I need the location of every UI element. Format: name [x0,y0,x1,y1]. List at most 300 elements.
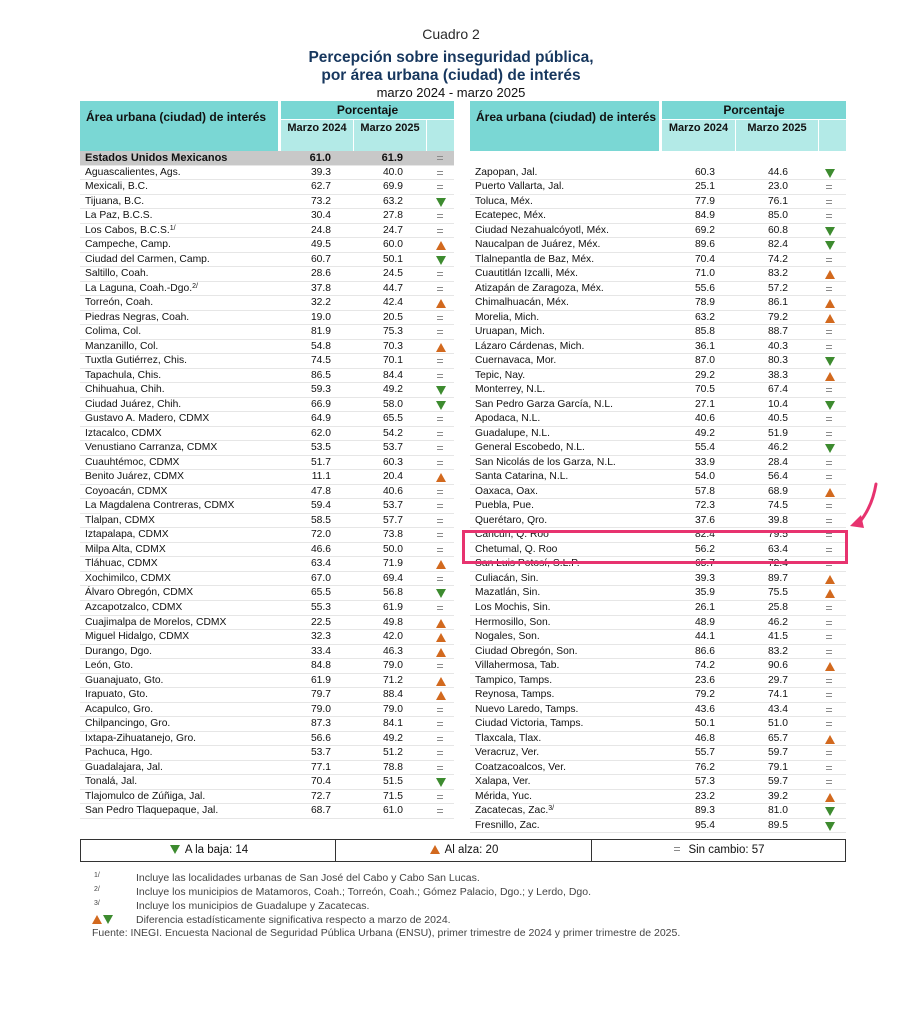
value-2024: 64.9 [310,413,331,425]
value-2025: 20.5 [382,311,403,323]
value-2024: 55.7 [694,747,715,759]
value-2025: 24.5 [382,268,403,280]
equal-icon [823,630,837,644]
value-2025: 74.2 [767,253,788,265]
table-row [80,412,454,427]
table-row [80,499,454,514]
value-2025: 44.7 [382,282,403,294]
value-2025: 49.8 [382,616,403,628]
triangle-up-icon [434,630,448,644]
equal-icon [434,325,448,339]
value-2025: 61.9 [382,601,403,613]
value-2025: 42.0 [382,631,403,643]
value-2024: 23.6 [694,674,715,686]
value-2024: 24.8 [310,224,331,236]
triangle-down-icon [434,586,448,600]
equal-icon [434,224,448,238]
value-2025: 40.5 [767,413,788,425]
table-row [80,688,454,703]
table-row [470,209,846,224]
value-2025: 70.1 [382,355,403,367]
table-row [80,601,454,616]
equal-icon [434,456,448,470]
city-name: General Escobedo, N.L. [475,442,585,454]
city-name: San Luis Potosí, S.L.P. [475,558,580,570]
value-2024: 33.9 [694,456,715,468]
legend-eq [591,840,845,861]
table-row [80,296,454,311]
value-2025: 56.8 [382,587,403,599]
equal-icon [434,659,448,673]
city-name: Mazatlán, Sin. [475,587,541,599]
value-2024: 86.5 [310,369,331,381]
table-row [470,703,846,718]
city-name: Xochimilco, CDMX [85,572,171,584]
city-name: Los Mochis, Sin. [475,601,551,613]
value-2025: 58.0 [382,398,403,410]
value-2024: 76.2 [694,761,715,773]
triangle-up-icon [823,572,837,586]
city-name: Hermosillo, Son. [475,616,551,628]
value-2024: 62.0 [310,427,331,439]
city-name: Azcapotzalco, CDMX [85,601,183,613]
table-title-line1: Percepción sobre inseguridad pública, [308,49,594,66]
equal-icon [434,354,448,368]
value-2025: 89.5 [767,819,788,831]
value-2025: 83.2 [767,645,788,657]
table-row [470,732,846,747]
value-2025: 46.2 [767,616,788,628]
city-name: Tapachula, Chis. [85,369,162,381]
table-header [470,101,846,151]
equal-icon [823,717,837,731]
footnote-text: Incluye los municipios de Matamoros, Coah.; Torreón, Coah.; Gómez Palacio, Dgo.; y Lerdo, Dgo. [136,886,592,898]
table-row [80,441,454,456]
table-row [470,151,846,166]
triangle-up-icon [823,267,837,281]
table-row [80,732,454,747]
table-row [80,514,454,529]
footnote-text: Incluye los municipios de Guadalupe y Zacatecas. [136,900,370,912]
value-2024: 33.4 [310,645,331,657]
city-name: Guadalupe, N.L. [475,427,550,439]
city-name: Toluca, Méx. [475,195,533,207]
value-2025: 57.2 [767,282,788,294]
table-row [470,746,846,761]
city-name: Tuxtla Gutiérrez, Chis. [85,355,188,367]
city-name: León, Gto. [85,660,134,672]
value-2024: 79.0 [310,703,331,715]
equal-icon [434,427,448,441]
legend-up [335,840,592,861]
value-2025: 69.4 [382,572,403,584]
value-2024: 73.2 [310,195,331,207]
table-row [470,311,846,326]
value-2025: 65.5 [382,413,403,425]
equal-icon [823,340,837,354]
footnote-key: 3/ [94,900,100,907]
table-row [470,224,846,239]
pointer-arrow-icon [846,482,880,530]
value-2025: 79.1 [767,761,788,773]
triangle-up-icon [823,790,837,804]
value-2024: 60.7 [310,253,331,265]
value-2025: 51.9 [767,427,788,439]
value-2025: 72.4 [767,558,788,570]
column-header-porcentaje: Porcentaje [281,101,454,119]
value-2025: 20.4 [382,471,403,483]
value-2025: 51.2 [382,747,403,759]
table-period: marzo 2024 - marzo 2025 [376,85,526,100]
city-name: Colima, Col. [85,326,142,338]
equal-icon [823,703,837,717]
triangle-down-icon [434,383,448,397]
city-name: Villahermosa, Tab. [475,660,560,672]
city-name: Acapulco, Gro. [85,703,154,715]
table-row [80,543,454,558]
table-row [470,441,846,456]
value-2024: 66.9 [310,398,331,410]
value-2024: 44.1 [694,631,715,643]
value-2025: 51.5 [382,776,403,788]
value-2025: 61.0 [382,805,403,817]
equal-icon [434,166,448,180]
table-row [470,804,846,819]
equal-icon [434,209,448,223]
value-2025: 56.4 [767,471,788,483]
equal-icon [434,761,448,775]
city-name: Santa Catarina, N.L. [475,471,569,483]
value-2025: 68.9 [767,485,788,497]
equal-icon [434,717,448,731]
table-row [470,572,846,587]
equal-icon [434,282,448,296]
city-name: Pachuca, Hgo. [85,747,153,759]
value-2024: 70.5 [694,384,715,396]
value-2025: 84.1 [382,718,403,730]
city-name: Saltillo, Coah. [85,268,149,280]
value-2024: 74.5 [310,355,331,367]
value-2024: 46.8 [694,732,715,744]
equal-icon [434,543,448,557]
table-row [80,630,454,645]
city-name: Ciudad Obregón, Son. [475,645,578,657]
value-2025: 70.3 [382,340,403,352]
table-row [80,645,454,660]
equal-icon [434,703,448,717]
table-row [80,209,454,224]
table-row [470,659,846,674]
city-name: La Magdalena Contreras, CDMX [85,500,235,512]
source-note: Fuente: INEGI. Encuesta Nacional de Seguridad Pública Urbana (ENSU), primer trimestre de 2024 y primer trimestre de 2025. [92,927,681,939]
value-2024: 57.3 [694,776,715,788]
equal-icon [823,674,837,688]
column-header-indicator [819,120,846,151]
value-2025: 57.7 [382,514,403,526]
value-2025: 76.1 [767,195,788,207]
value-2024: 54.8 [310,340,331,352]
value-2024: 63.2 [694,311,715,323]
city-name: Chilpancingo, Gro. [85,718,171,730]
table-row [470,601,846,616]
table-row [470,586,846,601]
value-2025: 90.6 [767,660,788,672]
city-name: Coatzacoalcos, Ver. [475,761,567,773]
table-row [470,166,846,181]
value-2024: 79.2 [694,689,715,701]
equal-icon [671,844,684,856]
equal-icon [434,485,448,499]
city-name: La Laguna, Coah.-Dgo.$^{2/}$ [85,282,198,294]
table-row [80,354,454,369]
city-name: Atizapán de Zaragoza, Méx. [475,282,604,294]
value-2025: 79.5 [767,529,788,541]
legend-eq-label: Sin cambio: 57 [688,844,765,856]
value-2025: 39.2 [767,790,788,802]
equal-icon [823,470,837,484]
city-name: Morelia, Mich. [475,311,540,323]
city-name: Nuevo Laredo, Tamps. [475,703,579,715]
value-2024: 36.1 [694,340,715,352]
table-row [80,282,454,297]
table-row [80,717,454,732]
city-name: San Pedro Tlaquepaque, Jal. [85,805,219,817]
city-name: Durango, Dgo. [85,645,152,657]
table-row [470,456,846,471]
value-2024: 74.2 [694,660,715,672]
value-2024: 23.2 [694,790,715,802]
table-row [470,775,846,790]
table-header [80,101,454,151]
equal-icon [434,267,448,281]
table-row [80,311,454,326]
value-2024: 72.7 [310,790,331,802]
value-2025: 75.3 [382,326,403,338]
table-row [470,674,846,689]
equal-icon [434,601,448,615]
table-row [470,717,846,732]
table-row [470,325,846,340]
value-2025: 84.4 [382,369,403,381]
value-2024: 61.9 [310,674,331,686]
value-2025: 60.0 [382,239,403,251]
triangle-down-icon [823,804,837,818]
legend-up-label: Al alza: 20 [444,844,499,856]
triangle-up-icon [428,844,441,856]
city-name: Ecatepec, Méx. [475,210,546,222]
value-2024: 95.4 [694,819,715,831]
value-2024: 78.9 [694,297,715,309]
city-name: Veracruz, Ver. [475,747,540,759]
city-name: Tlalnepantla de Baz, Méx. [475,253,595,265]
value-2025: 83.2 [767,268,788,280]
city-name: Tlajomulco de Zúñiga, Jal. [85,790,206,802]
city-name: Tepic, Nay. [475,369,526,381]
value-2024: 19.0 [310,311,331,323]
value-2024: 29.2 [694,369,715,381]
table-row [470,253,846,268]
triangle-up-icon [434,616,448,630]
city-name: Chetumal, Q. Roo [475,543,558,555]
table-left [80,101,454,819]
value-2024: 50.1 [694,718,715,730]
table-row [470,630,846,645]
city-name: Estados Unidos Mexicanos [85,152,228,164]
city-name: Mérida, Yuc. [475,790,533,802]
value-2024: 60.3 [694,166,715,178]
equal-icon [823,325,837,339]
table-row [80,616,454,631]
value-2025: 74.1 [767,689,788,701]
value-2024: 28.6 [310,268,331,280]
value-2024: 39.3 [694,572,715,584]
value-2025: 71.2 [382,674,403,686]
table-row [80,790,454,805]
value-2025: 67.4 [767,384,788,396]
triangle-down-icon [823,819,837,833]
table-row [80,340,454,355]
table-row [80,761,454,776]
triangle-down-icon [434,775,448,789]
triangle-up-icon [823,369,837,383]
triangle-up-icon [434,238,448,252]
equal-icon [434,804,448,818]
table-body [80,151,454,819]
value-2024: 86.6 [694,645,715,657]
city-name: Cancún, Q. Roo [475,529,549,541]
table-title-line2: por área urbana (ciudad) de interés [321,67,581,84]
triangle-up-icon [434,470,448,484]
table-row [80,528,454,543]
value-2025: 27.8 [382,210,403,222]
city-name: Xalapa, Ver. [475,776,531,788]
table-row [470,645,846,660]
equal-icon [434,180,448,194]
footnote-text: Diferencia estadísticamente significativa respecto a marzo de 2024. [136,914,451,926]
city-name: Manzanillo, Col. [85,340,159,352]
city-name: Lázaro Cárdenas, Mich. [475,340,585,352]
city-name: Ciudad del Carmen, Camp. [85,253,210,265]
value-2024: 57.8 [694,485,715,497]
value-2025: 40.0 [382,166,403,178]
column-header-porcentaje: Porcentaje [662,101,846,119]
value-2025: 50.1 [382,253,403,265]
value-2024: 82.4 [694,529,715,541]
value-2025: 82.4 [767,239,788,251]
value-2024: 25.1 [694,181,715,193]
value-2025: 89.7 [767,572,788,584]
table-row [80,267,454,282]
legend-down-label: A la baja: 14 [184,844,249,856]
value-2025: 79.2 [767,311,788,323]
table-row [80,383,454,398]
city-name: Naucalpan de Juárez, Méx. [475,239,601,251]
value-2025: 40.3 [767,340,788,352]
triangle-up-icon [434,645,448,659]
city-name: Ciudad Nezahualcóyotl, Méx. [475,224,609,236]
value-2024: 69.2 [694,224,715,236]
table-row [80,325,454,340]
city-name: Oaxaca, Oax. [475,485,538,497]
triangle-up-icon [434,340,448,354]
city-name: La Paz, B.C.S. [85,210,153,222]
table-row [470,282,846,297]
value-2025: 79.0 [382,703,403,715]
value-2025: 44.6 [767,166,788,178]
value-2024: 43.6 [694,703,715,715]
equal-icon [434,514,448,528]
value-2024: 70.4 [694,253,715,265]
column-header-indicator [427,120,454,151]
value-2025: 61.9 [381,152,403,164]
table-row [80,180,454,195]
city-name: Miguel Hidalgo, CDMX [85,631,190,643]
equal-icon [434,528,448,542]
triangle-up-icon [823,485,837,499]
value-2024: 65.7 [694,558,715,570]
value-2024: 39.3 [310,166,331,178]
value-2024: 72.0 [310,529,331,541]
city-name: Irapuato, Gto. [85,689,148,701]
equal-icon [823,761,837,775]
city-name: Iztacalco, CDMX [85,427,162,439]
city-name: Puebla, Pue. [475,500,534,512]
triangle-down-icon [823,354,837,368]
table-row [80,557,454,572]
equal-icon [823,383,837,397]
value-2025: 42.4 [382,297,403,309]
value-2025: 50.0 [382,543,403,555]
equal-icon [823,514,837,528]
value-2024: 89.3 [694,805,715,817]
equal-icon [434,572,448,586]
table-row [80,485,454,500]
table-row [470,267,846,282]
city-name: Aguascalientes, Ags. [85,166,181,178]
equal-icon [823,616,837,630]
value-2024: 35.9 [694,587,715,599]
table-row [470,412,846,427]
city-name: Cuauhtémoc, CDMX [85,456,180,468]
equal-icon [823,601,837,615]
footnote-ref: 2/ [192,282,198,290]
column-header-2024: Marzo 2024 [281,120,353,151]
city-name: Chihuahua, Chih. [85,384,165,396]
value-2025: 40.6 [382,485,403,497]
city-name: Tlaxcala, Tlax. [475,732,542,744]
city-name: Cuajimalpa de Morelos, CDMX [85,616,227,628]
table-row [80,238,454,253]
equal-icon [434,412,448,426]
legend [80,839,846,862]
value-2024: 49.5 [310,239,331,251]
equal-icon [823,282,837,296]
value-2024: 53.7 [310,747,331,759]
triangle-up-icon [823,586,837,600]
value-2024: 87.3 [310,718,331,730]
triangle-up-icon [823,296,837,310]
value-2024: 53.5 [310,442,331,454]
value-2024: 51.7 [310,456,331,468]
value-2025: 60.3 [382,456,403,468]
value-2024: 56.6 [310,732,331,744]
value-2025: 38.3 [767,369,788,381]
value-2025: 39.8 [767,514,788,526]
equal-icon [434,151,448,165]
equal-icon [823,427,837,441]
table-row [80,674,454,689]
value-2024: 37.6 [694,514,715,526]
